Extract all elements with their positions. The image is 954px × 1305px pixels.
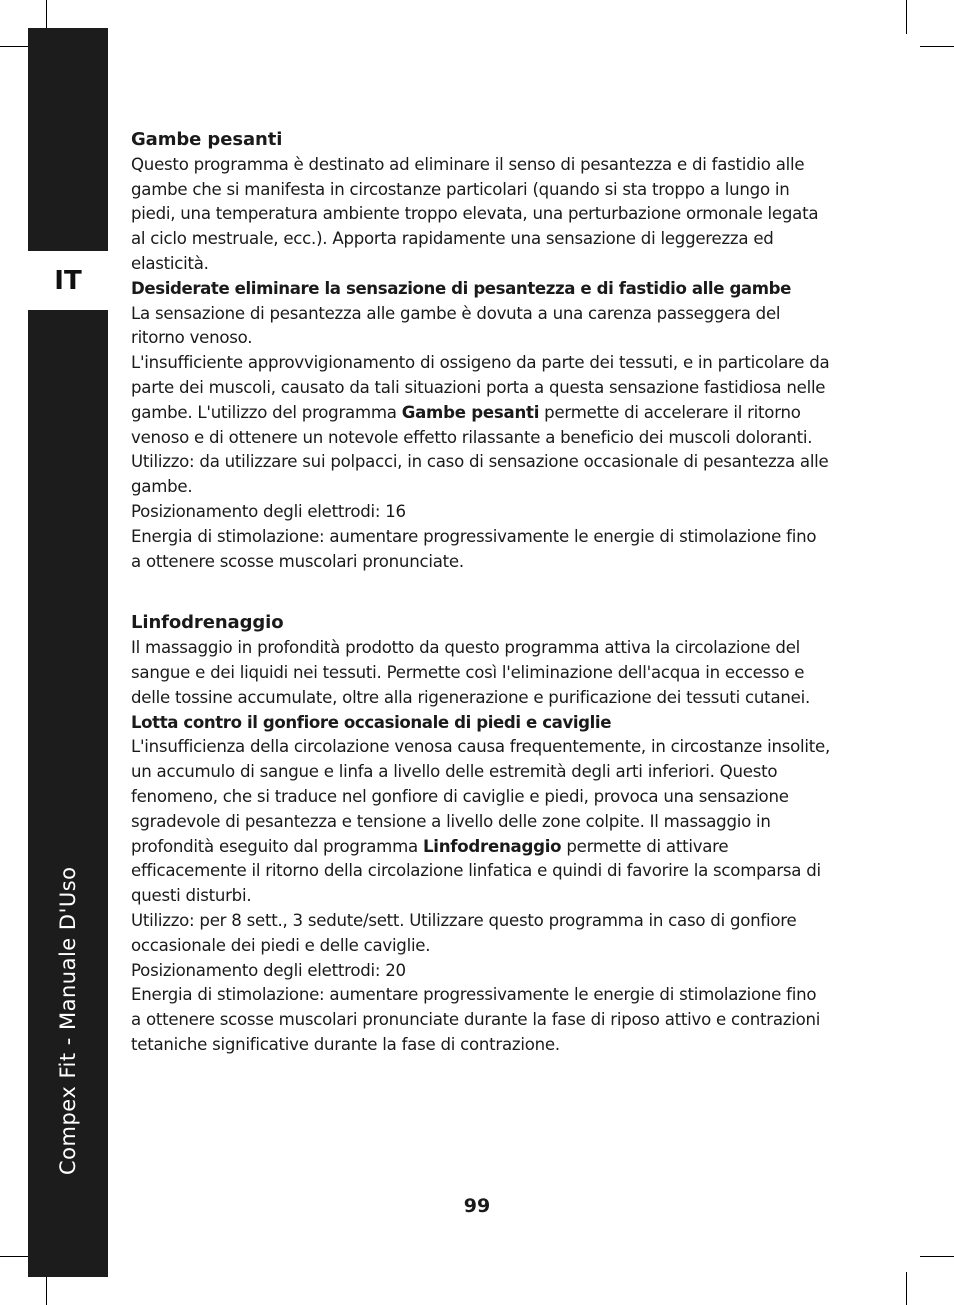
crop-mark xyxy=(920,46,954,47)
crop-mark xyxy=(0,1256,30,1257)
paragraph-text: L'insufficienza della circolazione venosa causa frequentemente, in circostanze insolite, un accumulo di sangue e linfa a livello delle estremità degli arti inferiori. Questo fenomeno, che si traduce nel gonfiore di caviglie e piedi, provoca una sensazione sgradevole di pesantezza e tensione a livello delle zone colpite. Il massaggio in profondità eseguito dal programma xyxy=(131,737,831,856)
electrodes-text: Posizionamento degli elettrodi: 20 xyxy=(131,960,406,980)
crop-mark xyxy=(920,1256,954,1257)
paragraph xyxy=(131,735,831,909)
crop-mark xyxy=(0,46,30,47)
section-subtitle: Lotta contro il gonfiore occasionale di piedi e caviglie xyxy=(131,712,612,732)
section-linfodrenaggio xyxy=(131,611,831,1057)
page-number: 99 xyxy=(463,1195,491,1217)
section-gambe-pesanti xyxy=(131,128,831,574)
language-tab: IT xyxy=(54,265,82,296)
electrodes-text: Posizionamento degli elettrodi: 16 xyxy=(131,501,406,521)
program-name: Gambe pesanti xyxy=(401,402,540,422)
paragraph: La sensazione di pesantezza alle gambe è dovuta a una carenza passeggera del ritorno venoso. xyxy=(131,303,781,348)
section-title: Linfodrenaggio xyxy=(131,612,284,634)
usage-text: Utilizzo: da utilizzare sui polpacci, in caso di sensazione occasionale di pesantezza alle gambe. xyxy=(131,452,829,497)
paragraph-text: permette di accelerare il ritorno venoso e di ottenere un notevole effetto rilassante a beneficio dei muscoli doloranti. xyxy=(131,402,813,447)
energy-text: Energia di stimolazione: aumentare progressivamente le energie di stimolazione fino a ottenere scosse muscolari pronunciate. xyxy=(131,526,817,571)
crop-mark xyxy=(906,0,907,34)
paragraph xyxy=(131,351,831,450)
spine-title: Compex Fit - Manuale D'Uso xyxy=(56,866,80,1175)
section-subtitle: Desiderate eliminare la sensazione di pesantezza e di fastidio alle gambe xyxy=(131,278,791,298)
crop-mark xyxy=(906,1272,907,1305)
usage-text: Utilizzo: per 8 sett., 3 sedute/sett. Utilizzare questo programma in caso di gonfiore occasionale dei piedi e delle caviglie. xyxy=(131,910,797,955)
main-content xyxy=(131,128,831,1058)
section-intro: Il massaggio in profondità prodotto da questo programma attiva la circolazione del sangue e dei liquidi nei tessuti. Permette così l'eliminazione dell'acqua in eccesso e delle tossine accumulate, oltre alla rigenerazione e purificazione dei tessuti cutanei. xyxy=(131,638,810,707)
paragraph-text: permette di attivare efficacemente il ritorno della circolazione linfatica e quindi di favorire la scomparsa di questi disturbi. xyxy=(131,836,821,906)
energy-text: Energia di stimolazione: aumentare progressivamente le energie di stimolazione fino a ottenere scosse muscolari pronunciate durante la fase di riposo attivo e contrazioni tetaniche significative durante la fase di contrazione. xyxy=(131,985,821,1054)
paragraph-text: L'insufficiente approvvigionamento di ossigeno da parte dei tessuti, e in particolare da parte dei muscoli, causato da tali situazioni porta a questa sensazione fastidiosa nelle gambe. L'utilizzo del programma xyxy=(131,353,830,422)
program-name: Linfodrenaggio xyxy=(422,836,562,856)
section-intro: Questo programma è destinato ad eliminare il senso di pesantezza e di fastidio alle gambe che si manifesta in circostanze particolari (quando si sta troppo a lungo in piedi, una temperatura ambiente troppo elevata, una perturbazione ormonale legata al ciclo mestruale, ecc.). Apporta rapidamente una sensazione di leggerezza ed elasticità. xyxy=(131,154,819,273)
crop-mark xyxy=(46,0,47,30)
section-spacer xyxy=(131,574,831,611)
sidebar-band-top xyxy=(28,28,108,251)
section-title: Gambe pesanti xyxy=(131,129,283,150)
